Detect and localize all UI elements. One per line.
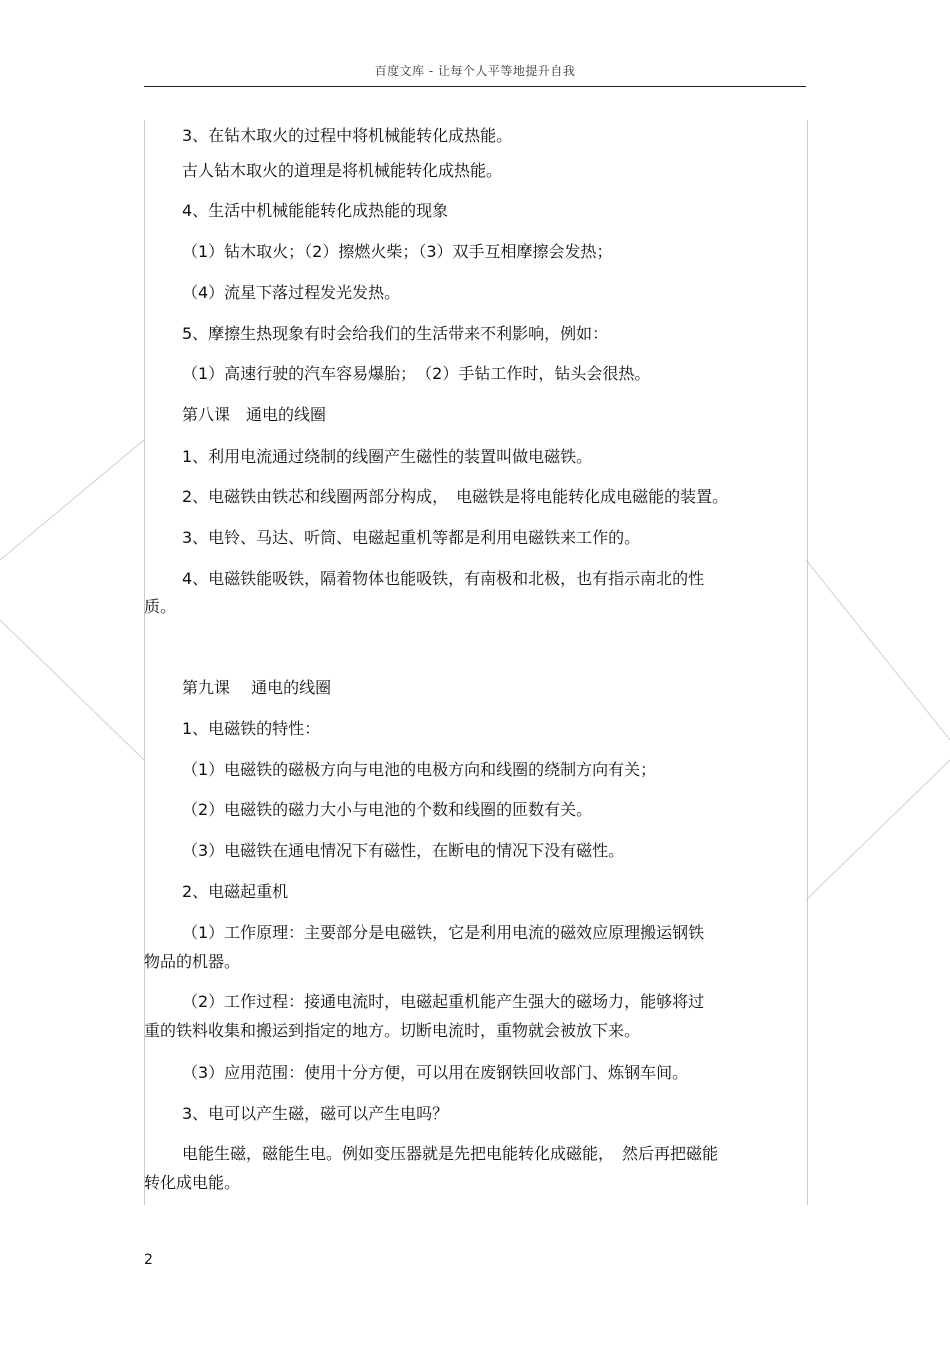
text-line: 3、在钻木取火的过程中将机械能转化成热能。 <box>182 126 513 145</box>
text-line: 质。 <box>144 597 177 616</box>
text-line: （1）钻木取火；（2）擦燃火柴；（3）双手互相摩擦会发热； <box>182 242 613 261</box>
text-line: （2）工作过程：接通电流时，电磁起重机能产生强大的磁场力，能够将过 <box>182 992 705 1011</box>
page-header: 百度文库 - 让每个人平等地提升自我 <box>374 64 576 78</box>
text-line: （2）电磁铁的磁力大小与电池的个数和线圈的匝数有关。 <box>182 800 593 819</box>
text-line: 3、电铃、马达、听筒、电磁起重机等都是利用电磁铁来工作的。 <box>182 528 641 547</box>
text-line: （1）高速行驶的汽车容易爆胎； （2）手钻工作时，钻头会很热。 <box>182 364 651 383</box>
section-title: 第八课 通电的线圈 <box>182 405 327 424</box>
text-line: 古人钻木取火的道理是将机械能转化成热能。 <box>182 161 503 180</box>
text-line: 2、电磁起重机 <box>182 882 289 901</box>
text-line: 1、利用电流通过绕制的线圈产生磁性的装置叫做电磁铁。 <box>182 447 593 466</box>
text-line: （1）电磁铁的磁极方向与电池的电极方向和线圈的绕制方向有关； <box>182 760 657 779</box>
text-line: （3）应用范围：使用十分方便，可以用在废钢铁回收部门、炼钢车间。 <box>182 1063 689 1082</box>
text-line: 重的铁料收集和搬运到指定的地方。切断电流时，重物就会被放下来。 <box>144 1021 641 1040</box>
header-rule <box>144 86 806 87</box>
text-line: （1）工作原理：主要部分是电磁铁，它是利用电流的磁效应原理搬运钢铁 <box>182 923 705 942</box>
text-line: 1、电磁铁的特性： <box>182 719 321 738</box>
text-line: 转化成电能。 <box>144 1173 241 1192</box>
text-line: 4、电磁铁能吸铁，隔着物体也能吸铁，有南极和北极，也有指示南北的性 <box>182 569 705 588</box>
text-line: 2、电磁铁由铁芯和线圈两部分构成， 电磁铁是将电能转化成电磁能的装置。 <box>182 487 729 506</box>
text-line: 物品的机器。 <box>144 952 241 971</box>
text-line: 5、摩擦生热现象有时会给我们的生活带来不利影响，例如： <box>182 324 609 343</box>
text-line: （4）流星下落过程发光发热。 <box>182 283 401 302</box>
text-line: 3、电可以产生磁，磁可以产生电吗？ <box>182 1104 449 1123</box>
section-title: 第九课 通电的线圈 <box>182 678 332 697</box>
text-line: 电能生磁，磁能生电。例如变压器就是先把电能转化成磁能， 然后再把磁能 <box>182 1144 719 1163</box>
text-line: 4、生活中机械能能转化成热能的现象 <box>182 201 449 220</box>
page-number: 2 <box>144 1252 153 1268</box>
text-line: （3）电磁铁在通电情况下有磁性，在断电的情况下没有磁性。 <box>182 841 625 860</box>
